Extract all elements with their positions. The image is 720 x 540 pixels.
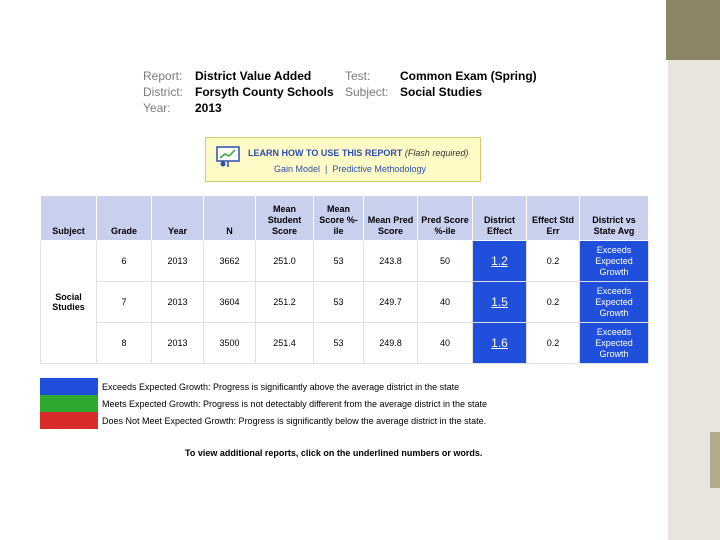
side-accent-top	[666, 0, 720, 60]
report-value: District Value Added	[195, 69, 312, 83]
mean-pct-cell: 53	[314, 323, 364, 364]
year-cell: 2013	[152, 323, 204, 364]
col-district-vs-state: District vs State Avg	[580, 196, 649, 241]
district-effect-cell[interactable]	[473, 282, 527, 323]
legend-swatch-meets	[40, 395, 98, 412]
n-cell: 3604	[204, 282, 256, 323]
stderr-cell: 0.2	[527, 282, 580, 323]
n-cell: 3662	[204, 241, 256, 282]
vs-state-cell: Exceeds Expected Growth	[580, 241, 649, 282]
flash-note: (Flash required)	[404, 148, 469, 158]
table-row	[41, 282, 649, 323]
legend-text: Meets Expected Growth: Progress is not detectably different from the average district in the state	[102, 398, 488, 409]
legend-item	[40, 378, 550, 395]
col-n: N	[204, 196, 256, 241]
district-effect-link[interactable]: 1.2	[491, 254, 508, 268]
year-cell: 2013	[152, 282, 204, 323]
col-grade: Grade	[97, 196, 152, 241]
grade-cell: 6	[97, 241, 152, 282]
col-year: Year	[152, 196, 204, 241]
test-label: Test:	[345, 69, 371, 83]
legend-text: Exceeds Expected Growth: Progress is significantly above the average district in the state	[102, 381, 460, 392]
table-header-row	[41, 196, 649, 241]
side-accent-bottom	[710, 432, 720, 488]
pred-pct-cell: 40	[418, 282, 473, 323]
footer-note: To view additional reports, click on the underlined numbers or words.	[185, 448, 483, 458]
district-label: District:	[143, 85, 183, 99]
report-label: Report:	[143, 69, 183, 83]
district-effect-cell[interactable]	[473, 323, 527, 364]
col-mean-score-pct: Mean Score %-ile	[314, 196, 364, 241]
legend	[40, 378, 550, 429]
vs-state-cell: Exceeds Expected Growth	[580, 323, 649, 364]
pred-score-cell: 249.8	[364, 323, 418, 364]
pred-score-cell: 249.7	[364, 282, 418, 323]
presentation-icon	[216, 146, 242, 168]
learn-title[interactable]: LEARN HOW TO USE THIS REPORT	[248, 148, 403, 158]
mean-score-cell: 251.4	[256, 323, 314, 364]
col-mean-student-score: Mean Student Score	[256, 196, 314, 241]
district-effect-link[interactable]: 1.5	[491, 295, 508, 309]
pred-pct-cell: 40	[418, 323, 473, 364]
district-effect-cell[interactable]	[473, 241, 527, 282]
stderr-cell: 0.2	[527, 241, 580, 282]
year-label: Year:	[143, 101, 171, 115]
mean-score-cell: 251.2	[256, 282, 314, 323]
year-value: 2013	[195, 101, 222, 115]
grade-cell: 8	[97, 323, 152, 364]
mean-pct-cell: 53	[314, 241, 364, 282]
subject-cell: Social Studies	[41, 241, 97, 364]
year-cell: 2013	[152, 241, 204, 282]
table-row	[41, 323, 649, 364]
stderr-cell: 0.2	[527, 323, 580, 364]
mean-pct-cell: 53	[314, 282, 364, 323]
value-added-table	[40, 195, 649, 364]
pred-score-cell: 243.8	[364, 241, 418, 282]
subject-value: Social Studies	[400, 85, 483, 99]
legend-swatch-does-not-meet	[40, 412, 98, 429]
legend-item	[40, 412, 550, 429]
mean-score-cell: 251.0	[256, 241, 314, 282]
predictive-methodology-link[interactable]: Predictive Methodology	[332, 164, 426, 174]
gain-model-link[interactable]: Gain Model	[274, 164, 321, 174]
col-mean-pred-score: Mean Pred Score	[364, 196, 418, 241]
table-row	[41, 241, 649, 282]
n-cell: 3500	[204, 323, 256, 364]
col-subject: Subject	[41, 196, 97, 241]
legend-swatch-exceeds	[40, 378, 98, 395]
learn-how-banner[interactable]	[205, 137, 481, 182]
subject-label: Subject:	[345, 85, 389, 99]
col-pred-score-pct: Pred Score %-ile	[418, 196, 473, 241]
district-value: Forsyth County Schools	[195, 85, 334, 99]
grade-cell: 7	[97, 282, 152, 323]
col-district-effect: District Effect	[473, 196, 527, 241]
legend-text: Does Not Meet Expected Growth: Progress is significantly below the average district in the state.	[102, 415, 487, 426]
legend-item	[40, 395, 550, 412]
pred-pct-cell: 50	[418, 241, 473, 282]
col-effect-std-err: Effect Std Err	[527, 196, 580, 241]
test-value: Common Exam (Spring)	[400, 69, 537, 83]
vs-state-cell: Exceeds Expected Growth	[580, 282, 649, 323]
report-header	[143, 68, 537, 116]
link-separator: |	[325, 164, 328, 174]
district-effect-link[interactable]: 1.6	[491, 336, 508, 350]
